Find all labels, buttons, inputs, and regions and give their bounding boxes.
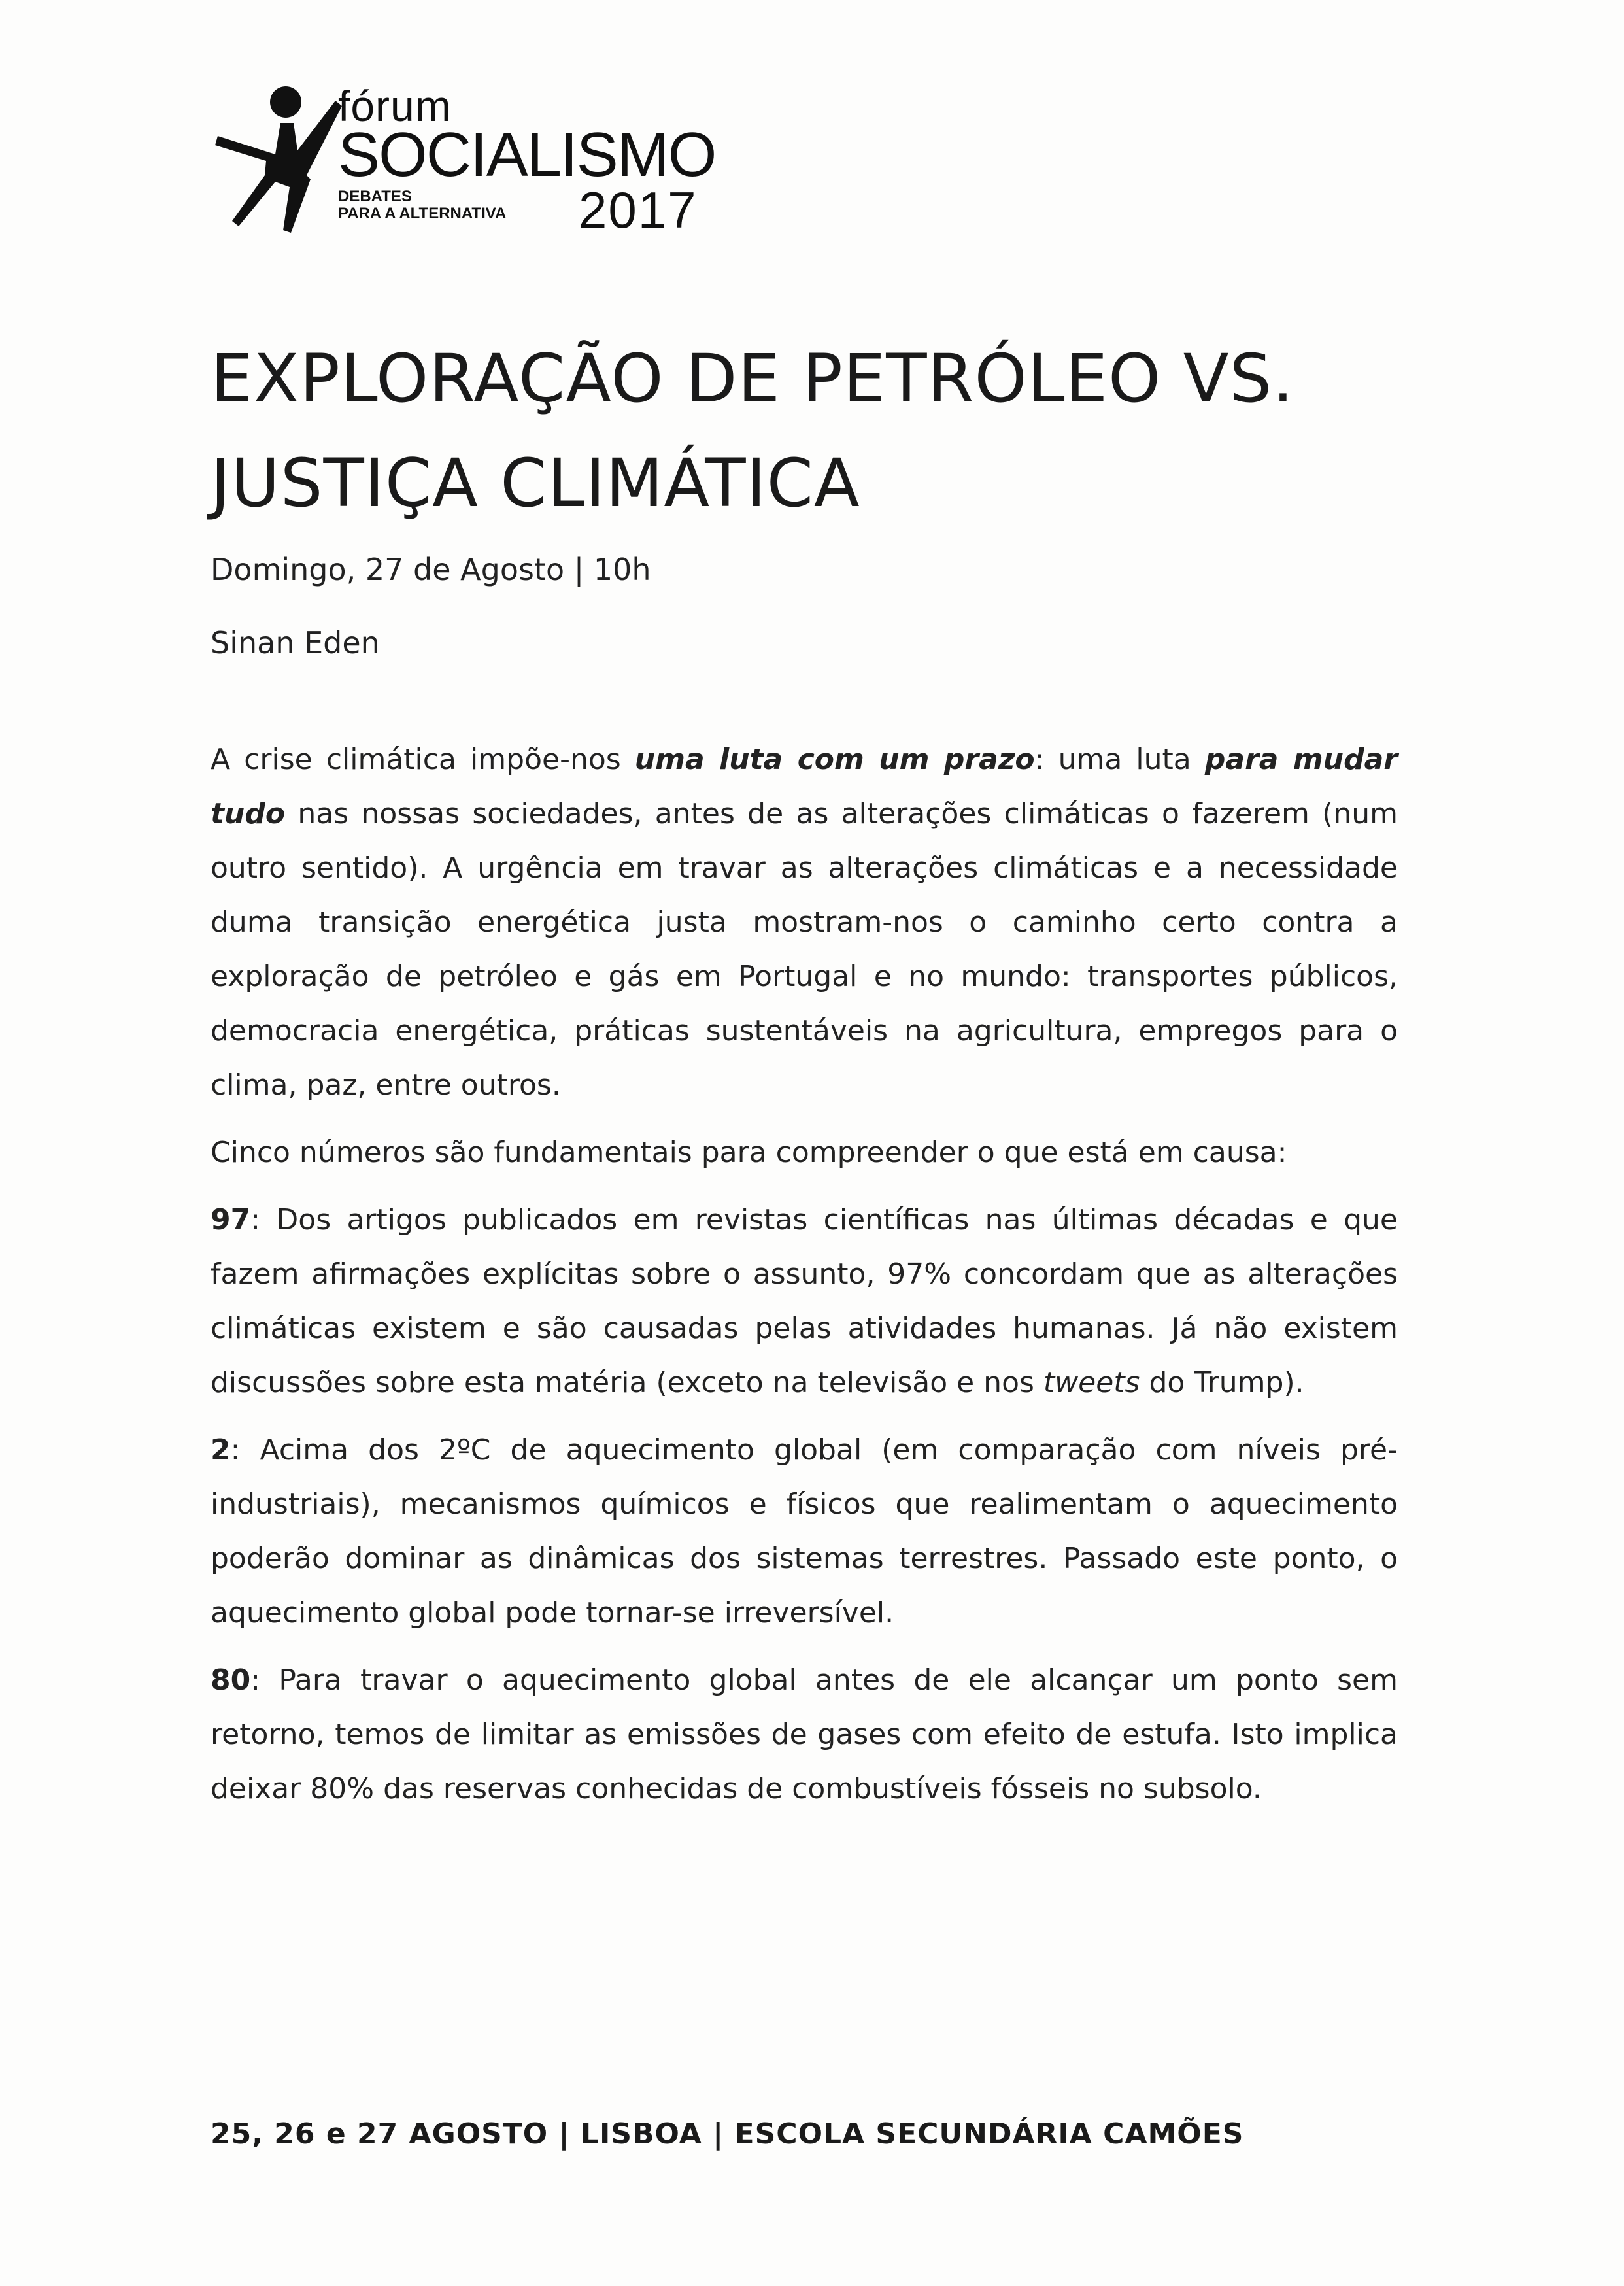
logo-tagline [338,188,506,222]
emphasis-text: uma luta com um prazo [634,743,1035,776]
text-run: A crise climática impõe-nos [211,743,635,776]
text-run: : Acima dos 2ºC de aquecimento global (em comparação com níveis pré-industriais), mecanismos químicos e físicos que realimentam o aquecimento poderão dominar as dinâmicas dos sistemas terrestres. Passado este ponto, o aquecimento global pode tornar-se irreversível. [211,1433,1398,1629]
paragraph-2 [211,1423,1398,1640]
logo-socialismo-text: SOCIALISMO [338,120,716,190]
paragraph-97 [211,1193,1398,1410]
key-number: 2 [211,1433,231,1467]
page-title [211,327,1453,536]
event-date: Domingo, 27 de Agosto | 10h [211,552,651,587]
text-run: : Dos artigos publicados em revistas científicas nas últimas décadas e que fazem afirmações explícitas sobre o assunto, 97% concordam que as alterações climáticas existem e são causadas pelas atividades humanas. Já não existem discussões sobre esta matéria (exceto na televisão e nos [211,1203,1398,1399]
logo-year: 2017 [579,181,698,239]
text-run: : Para travar o aquecimento global antes de ele alcançar um ponto sem retorno, temos de limitar as emissões de gases com efeito de estufa. Isto implica deixar 80% das reservas conhecidas de combustíveis fósseis no subsolo. [211,1663,1398,1805]
forum-socialismo-logo [212,77,716,239]
key-number: 97 [211,1203,251,1237]
logo-forum-text: fórum [338,82,452,130]
key-number: 80 [211,1663,251,1697]
running-figure-icon [212,77,343,234]
paragraph-intro [211,732,1398,1112]
paragraph-80 [211,1653,1398,1816]
emphasis-text: para mudar tudo [211,743,1398,830]
title-line-1: EXPLORAÇÃO DE PETRÓLEO VS. [211,340,1294,418]
title-line-2: JUSTIÇA CLIMÁTICA [211,445,860,522]
text-run: : uma luta [1034,743,1205,776]
text-run: do Trump). [1140,1366,1304,1399]
logo-tagline-line2: PARA A ALTERNATIVA [338,205,507,222]
event-footer: 25, 26 e 27 AGOSTO | LISBOA | ESCOLA SECUNDÁRIA CAMÕES [211,2117,1244,2151]
logo-tagline-line1: DEBATES [338,188,412,205]
author-name: Sinan Eden [211,625,380,660]
italic-text: tweets [1043,1366,1140,1399]
article-body [211,732,1398,1829]
paragraph-five-numbers: Cinco números são fundamentais para compreender o que está em causa: [211,1136,1287,1169]
text-run: nas nossas sociedades, antes de as alterações climáticas o fazerem (num outro sentido). A urgência em travar as alterações climáticas e a necessidade duma transição energética justa mostram-nos o caminho certo contra a exploração de petróleo e gás em Portugal e no mundo: transportes públicos, democracia energética, práticas sustentáveis na agricultura, empregos para o clima, paz, entre outros. [211,797,1398,1102]
